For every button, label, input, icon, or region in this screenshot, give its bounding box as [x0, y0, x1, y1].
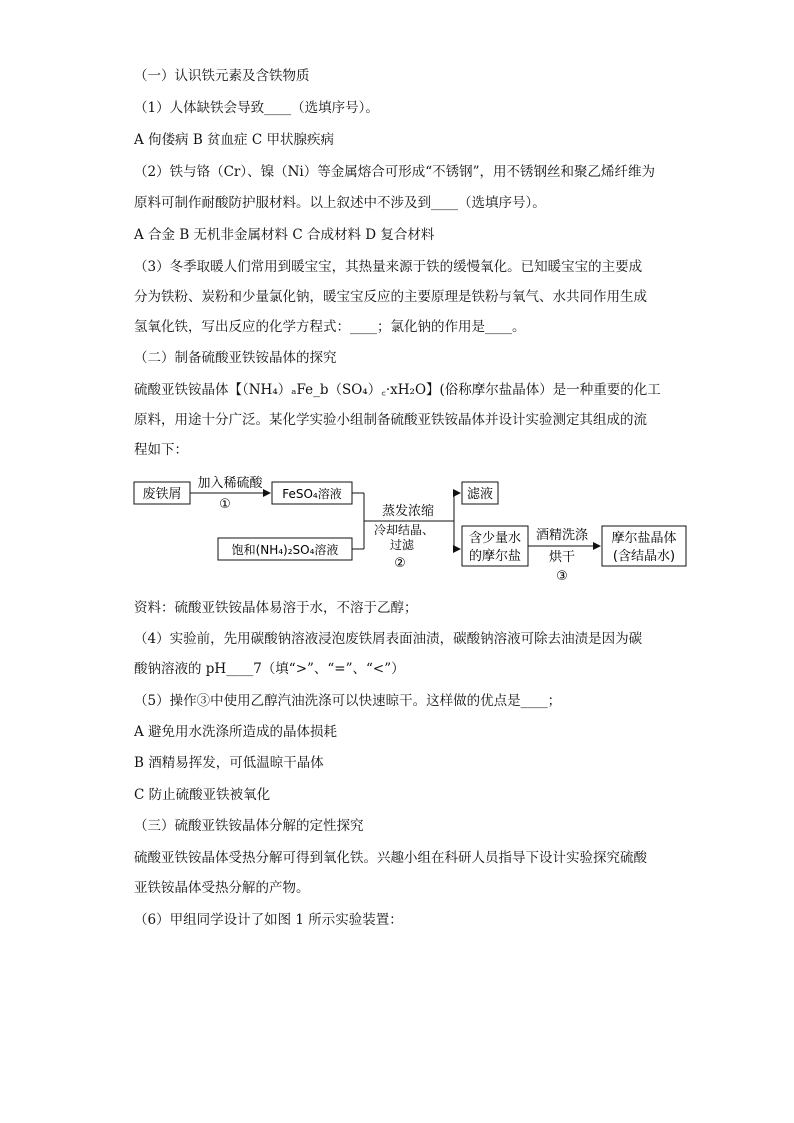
box-mohr-wet-line-2: 的摩尔盐 — [468, 549, 522, 564]
question-2-options: A 合金 B 无机非金属材料 C 合成材料 D 复合材料 — [134, 227, 435, 243]
question-4-line-2: 酸钠溶液的 pH____7（填“>”、“=”、“<”） — [134, 661, 405, 677]
question-3-line-1: （3）冬季取暖人们常用到暖宝宝，其热量来源于铁的缓慢氧化。已知暖宝宝的主要成 — [134, 259, 643, 275]
box-waste-iron-label: 废铁屑 — [142, 487, 182, 502]
question-4-line-1: （4）实验前，先用碳酸钠溶液浸泡废铁屑表面油渍，碳酸钠溶液可除去油渍是因为碳 — [134, 631, 643, 647]
intro-line-2: 原料，用途十分广泛。某化学实验小组制备硫酸亚铁铵晶体并设计实验测定其组成的流 — [134, 412, 647, 428]
box-mohr-wet-line-1: 含少量水 — [468, 531, 522, 546]
question-1-options: A 佝偻病 B 贫血症 C 甲状腺疾病 — [134, 132, 334, 148]
intro-line-3: 程如下： — [134, 442, 188, 458]
filter-label: 过滤 — [389, 538, 415, 552]
question-3-line-3: 氢氧化铁，写出反应的化学方程式：____；氯化钠的作用是____。 — [134, 319, 526, 335]
section-1-heading: （一）认识铁元素及含铁物质 — [134, 68, 310, 84]
box-filtrate-label: 滤液 — [466, 487, 494, 502]
arrow-1-step: ① — [219, 497, 231, 512]
process-flowchart — [130, 470, 700, 590]
box-feso4-label: FeSO₄溶液 — [282, 487, 342, 501]
step-3: ③ — [556, 569, 568, 584]
question-3-line-2: 分为铁粉、炭粉和少量氯化钠，暖宝宝反应的主要原理是铁粉与氧气、水共同作用生成 — [134, 289, 647, 305]
question-5-option-a: A 避免用水洗涤所造成的晶体损耗 — [134, 724, 338, 740]
wash-label: 酒精洗涤 — [535, 528, 589, 543]
section-3-line-1: 硫酸亚铁铵晶体受热分解可得到氧化铁。兴趣小组在科研人员指导下设计实验探究硫酸 — [134, 850, 647, 866]
question-2-line-1: （2）铁与铬（Cr）、镍（Ni）等金属熔合可形成“不锈钢”，用不锈钢丝和聚乙烯纤维为 — [134, 164, 656, 180]
cool-label: 冷却结晶、 — [373, 523, 435, 537]
question-2-line-2: 原料可制作耐酸防护服材料。以上叙述中不涉及到____（选填序号）。 — [134, 195, 546, 211]
question-6: （6）甲组同学设计了如图 1 所示实验装置： — [134, 912, 403, 928]
question-5-option-b: B 酒精易挥发，可低温晾干晶体 — [134, 755, 324, 771]
section-3-heading: （三）硫酸亚铁铵晶体分解的定性探究 — [134, 818, 364, 834]
box-mohr-final-line-2: (含结晶水) — [612, 549, 676, 564]
dry-label: 烘干 — [548, 550, 576, 565]
step-2: ② — [394, 556, 406, 571]
intro-line-1: 硫酸亚铁铵晶体【（NH₄）ₐFe_b（SO₄）꜀·xH₂O】(俗称摩尔盐晶体）是一种重要的化工 — [134, 382, 661, 398]
question-5: （5）操作③中使用乙醇汽油洗涤可以快速晾干。这样做的优点是____； — [134, 693, 562, 709]
note-line: 资料：硫酸亚铁铵晶体易溶于水，不溶于乙醇； — [134, 600, 418, 616]
question-5-option-c: C 防止硫酸亚铁被氧化 — [134, 787, 271, 803]
question-1: （1）人体缺铁会导致____（选填序号）。 — [134, 100, 379, 116]
section-2-heading: （二）制备硫酸亚铁铵晶体的探究 — [134, 350, 337, 366]
evap-label: 蒸发浓缩 — [381, 504, 435, 519]
box-nh4so4-label: 饱和(NH₄)₂SO₄溶液 — [231, 543, 339, 557]
section-3-line-2: 亚铁铵晶体受热分解的产物。 — [134, 880, 310, 896]
box-mohr-final-line-1: 摩尔盐晶体 — [611, 531, 677, 546]
arrow-1-label: 加入稀硫酸 — [197, 476, 263, 491]
